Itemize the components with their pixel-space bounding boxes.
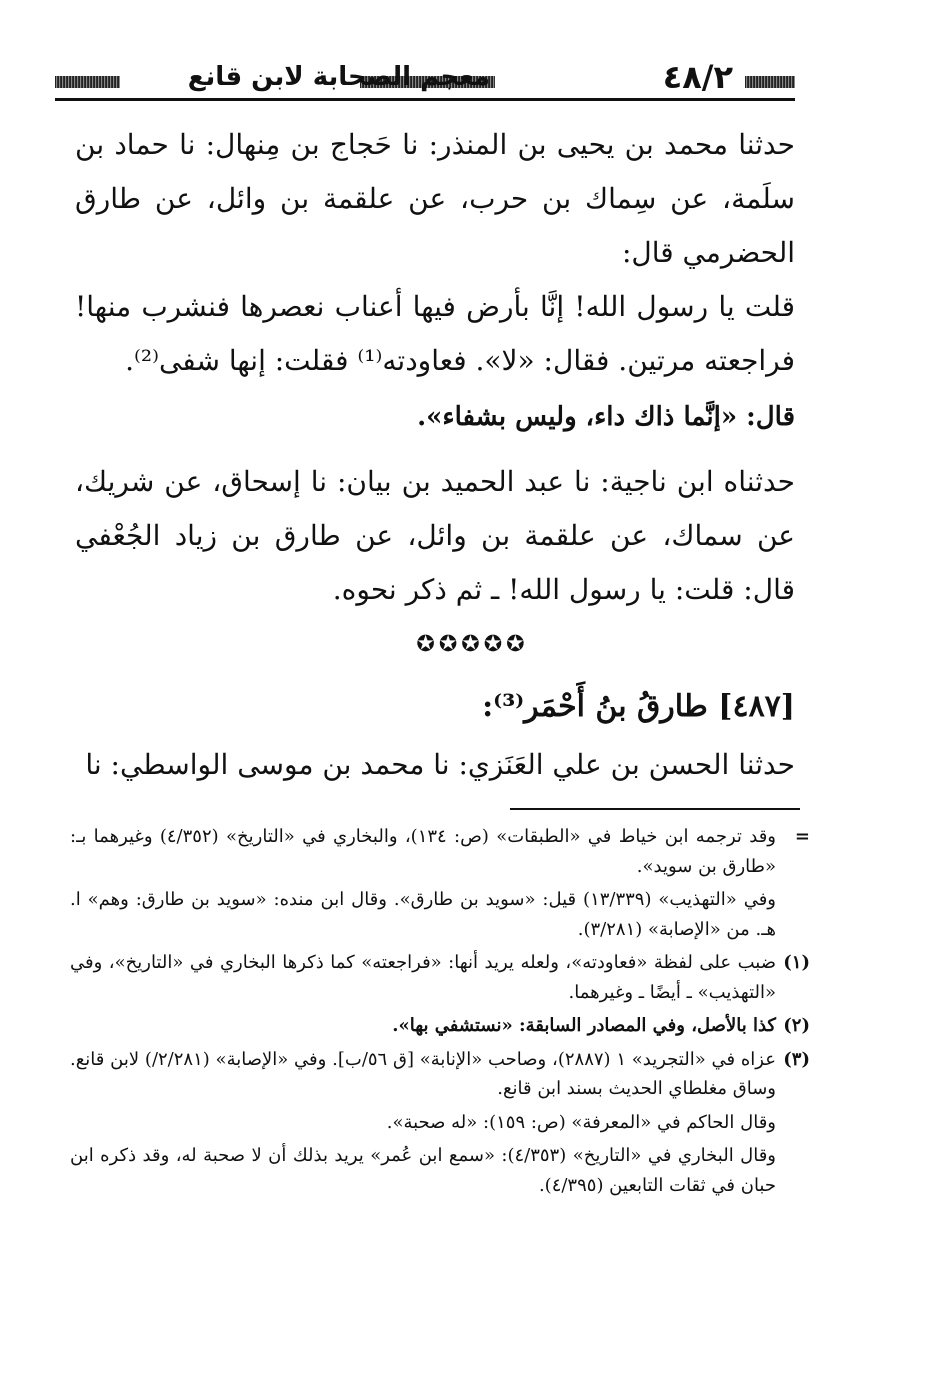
- footnote-item: [70, 1011, 810, 1041]
- hadith-reply-paragraph: قال: «إنَّما ذاك داء، وليس بشفاء».: [417, 402, 795, 432]
- header-ornament-band: [745, 76, 795, 88]
- footnote-text: وقال البخاري في «التاريخ» (٤/٣٥٣): «سمع ابن عُمر» يريد بذلك أن لا صحبة له، وقد ذكره ابن حبان في ثقات التابعين (٤/٣٩٥).: [70, 1145, 776, 1196]
- entry-heading: [٤٨٧] طارقُ بنُ أَحْمَر⁽³⁾:: [482, 689, 795, 724]
- footnote-item: [70, 885, 810, 944]
- footnote-marker: (٢): [783, 1015, 810, 1036]
- running-header: [55, 58, 795, 98]
- footnote-item: [70, 1141, 810, 1200]
- footnote-text: وفي «التهذيب» (١٣/٣٣٩) قيل: «سويد بن طارق». وقال ابن منده: «سويد بن طارق: وهم» ا. هـ. من «الإصابة» (٣/٢٨١).: [70, 889, 776, 940]
- page-number: ٤٨/٢: [662, 58, 733, 96]
- header-ornament-band: [55, 76, 120, 88]
- hadith-chain-paragraph: حدثنا الحسن بن علي العَنَزي: نا محمد بن موسى الواسطي: نا: [85, 748, 795, 781]
- footnote-marker: (١): [783, 952, 810, 973]
- hadith-text-paragraph: قلت يا رسول الله! إنَّا بأرض فيها أعناب نعصرها فنشرب منها! فراجعته مرتين. فقال: «لا». فعاودته⁽¹⁾ فقلت: إنها شفى⁽²⁾.: [75, 290, 795, 377]
- footnote-item: [70, 1045, 810, 1104]
- footnote-item: [70, 948, 810, 1007]
- footnote-text: كذا بالأصل، وفي المصادر السابقة: «نستشفي بها».: [392, 1015, 776, 1036]
- footnote-marker: =: [794, 826, 810, 847]
- footnote-marker: (٣): [783, 1048, 810, 1070]
- footnote-text: ضبب على لفظة «فعاودته»، ولعله يريد أنها: «فراجعته» كما ذكرها البخاري في «التاريخ»، وفي «التهذيب» ـ أيضًا ـ وغيرهما.: [70, 952, 776, 1003]
- footnote-separator: [510, 808, 800, 810]
- hadith-chain-paragraph: حدثناه ابن ناجية: نا عبد الحميد بن بيان: نا إسحاق، عن شريك، عن سماك، عن علقمة بن وائل، عن طارق بن زياد الجُعْفي قال: قلت: يا رسول الله! ـ ثم ذكر نحوه.: [75, 465, 795, 606]
- footnote-item: [70, 822, 810, 881]
- footnote-item: [70, 1108, 810, 1138]
- footnote-text: عزاه في «التجريد» ١ (٢٨٨٧)، وصاحب «الإنابة» [ق ٥٦/ب]. وفي «الإصابة» (٢/٢٨١/) لابن قانع. وساق مغلطاي الحديث بسند ابن قانع.: [70, 1048, 776, 1099]
- footnote-text: وقد ترجمه ابن خياط في «الطبقات» (ص: ١٣٤)، والبخاري في «التاريخ» (٤/٣٥٢) وغيرهما بـ: «طارق بن سويد».: [70, 826, 777, 877]
- hadith-chain-paragraph: حدثنا محمد بن يحيى بن المنذر: نا حَجاج بن مِنهال: نا حماد بن سلَمة، عن سِماك بن حرب، عن علقمة بن وائل، عن طارق الحضرمي قال:: [75, 128, 795, 269]
- section-divider-ornament: ✪✪✪✪✪: [416, 632, 529, 657]
- book-title: معجم الصحابة لابن قانع: [187, 62, 490, 92]
- header-rule: [55, 98, 795, 101]
- footnote-text: وقال الحاكم في «المعرفة» (ص: ١٥٩): «له صحبة».: [386, 1111, 776, 1133]
- footnotes-section: [70, 822, 810, 1204]
